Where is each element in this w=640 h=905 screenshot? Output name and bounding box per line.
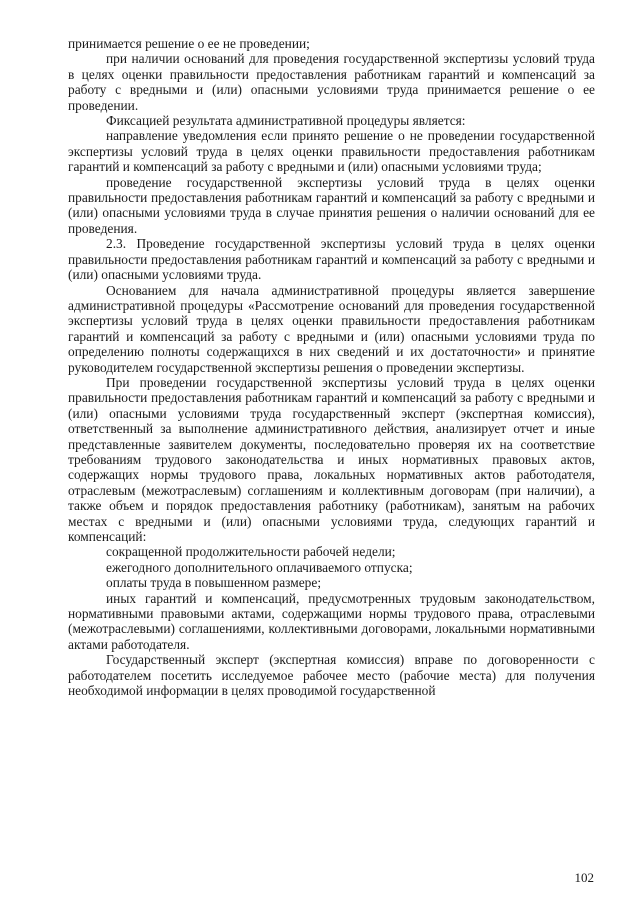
paragraph-expert-analysis: При проведении государственной экспертизы условий труда в целях оценки правильности предоставления работникам гарантий и компенсаций за работу с вредными и (или) опасными условиями труда государственный эксперт (экспертная комиссия), ответственный за выполнение административного действия, анализирует отчет и иные представленные заявителем документы, последовательно проверяя их на соответствие требованиям трудового законодательства и иных нормативных правовых актов, содержащих нормы трудового права, локальных нормативных актов работодателя, отраслевым (межотраслевым) соглашениям и коллективным договорам (при наличии), а также объем и порядок предоставления работнику (работникам), занятым на рабочих местах с вредными и (или) опасными условиями труда, следующих гарантий и компенсаций: <box>68 374 595 544</box>
list-item-reduced-week: сокращенной продолжительности рабочей недели; <box>106 544 396 560</box>
paragraph-decision-not-held: принимается решение о ее не проведении; <box>68 36 310 51</box>
paragraph-decision-held: при наличии оснований для проведения государственной экспертизы условий труда в целях оценки правильности предоставления работникам гарантий и компенсаций за работу с вредными и (или) опасными условиями труда принимается решение о ее проведении. <box>68 51 595 113</box>
section-heading-2-3: 2.3. Проведение государственной экспертизы условий труда в целях оценки правильности предоставления работникам гарантий и компенсаций за работу с вредными и (или) опасными условиями труда. <box>68 236 595 283</box>
list-item-increased-pay: оплаты труда в повышенном размере; <box>106 575 322 591</box>
paragraph-result-fixation: Фиксацией результата административной процедуры является: <box>106 113 466 129</box>
document-body <box>68 36 595 698</box>
paragraph-conducting: проведение государственной экспертизы условий труда в целях оценки правильности предоставления работникам гарантий и компенсаций за работу с вредными и (или) опасными условиями труда в случае принятия решения о наличии оснований для ее проведения. <box>68 174 595 236</box>
page-number: 102 <box>574 870 594 885</box>
paragraph-expert-visit: Государственный эксперт (экспертная комиссия) вправе по договоренности с работодателем посетить исследуемое рабочее место (рабочие места) для получения необходимой информации в целях проводимой государственной <box>68 652 595 699</box>
paragraph-notification: направление уведомления если принято решение о не проведении государственной экспертизы условий труда в целях оценки правильности предоставления работникам гарантий и компенсаций за работу с вредными и (или) опасными условиями труда; <box>68 128 595 175</box>
list-item-other-guarantees: иных гарантий и компенсаций, предусмотренных трудовым законодательством, нормативными правовыми актами, содержащими нормы трудового права, отраслевыми (межотраслевыми) соглашениями, коллективными договорами, локальными нормативными актами работодателя. <box>68 590 595 652</box>
list-item-annual-leave: ежегодного дополнительного оплачиваемого отпуска; <box>106 559 413 575</box>
paragraph-basis: Основанием для начала административной процедуры является завершение административной процедуры «Рассмотрение оснований для проведения государственной экспертизы условий труда в целях оценки правильности предоставления работникам гарантий и компенсаций за работу с вредными и (или) опасными условиями труда по определению полноты содержащихся в них сведений и их достаточности» и принятие руководителем государственной экспертизы решения о проведении экспертизы. <box>68 282 595 375</box>
